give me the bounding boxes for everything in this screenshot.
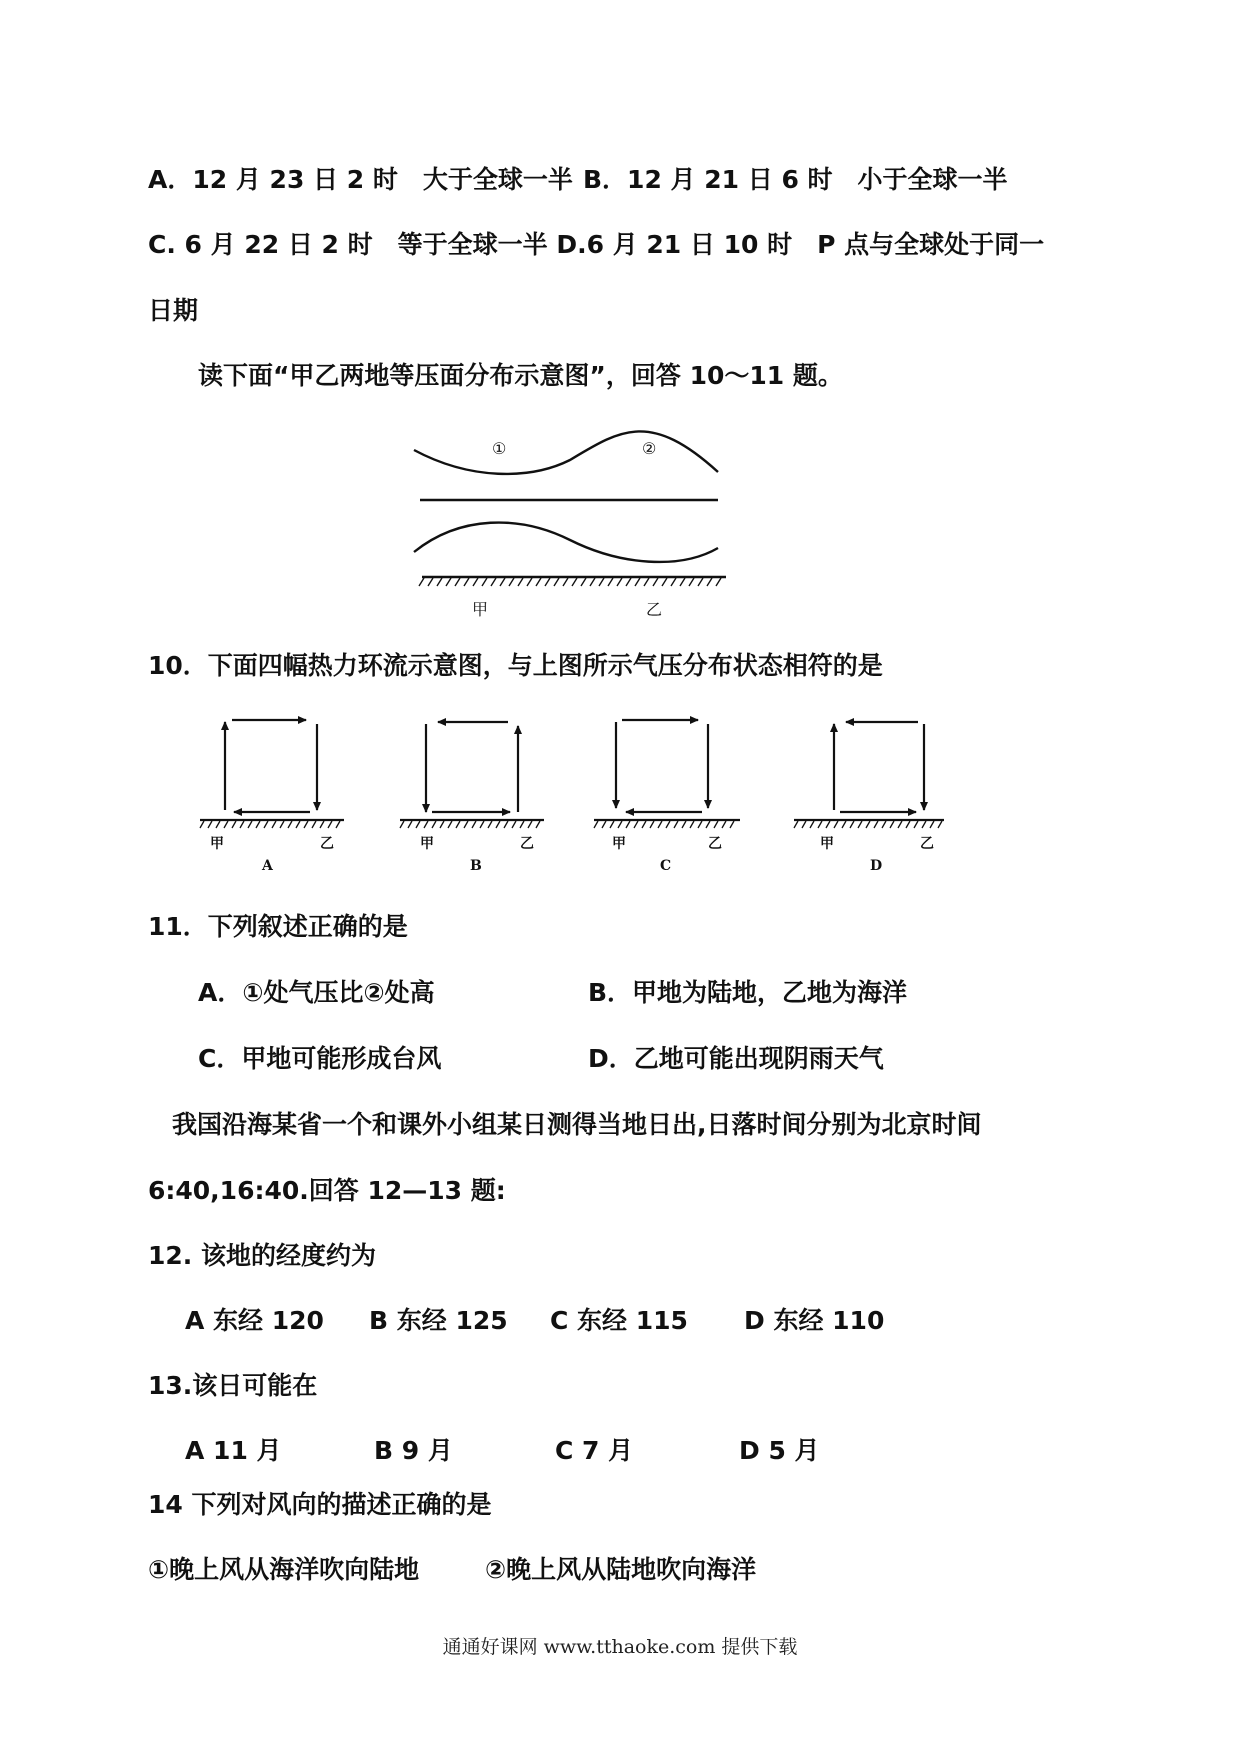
diagram-d-right: 乙: [920, 836, 934, 852]
isobar-figure: [400, 420, 740, 620]
diagram-c-right: 乙: [708, 836, 722, 852]
diagram-a-right: 乙: [320, 836, 334, 852]
diagram-c-left: 甲: [612, 836, 626, 852]
q9-option-a: A．12 月 23 日 2 时 大于全球一半: [148, 165, 573, 194]
q11-option-c: C．甲地可能形成台风: [198, 1044, 442, 1073]
q13-stem: 13.该日可能在: [148, 1371, 318, 1400]
intro-12-13-line1: 我国沿海某省一个和课外小组某日测得当地日出,日落时间分别为北京时间: [172, 1110, 982, 1139]
q12-option-b: B 东经 125: [369, 1306, 508, 1335]
diagram-d: [794, 722, 944, 874]
diagram-b-letter: B: [470, 858, 482, 874]
q13-option-b: B 9 月: [374, 1436, 453, 1465]
q14-option-2: ②晚上风从陆地吹向海洋: [485, 1555, 757, 1584]
intro-12-13-line2: 6:40,16:40.回答 12—13 题:: [148, 1176, 506, 1205]
diagram-c-letter: C: [660, 858, 672, 874]
q13-option-d: D 5 月: [739, 1436, 820, 1465]
lower-isobar: [414, 523, 718, 562]
q10-stem: 10．下面四幅热力环流示意图，与上图所示气压分布状态相符的是: [148, 651, 883, 680]
diagram-d-letter: D: [870, 858, 883, 874]
label-jia: 甲: [472, 600, 489, 619]
q14-option-1: ①晚上风从海洋吹向陆地: [148, 1555, 420, 1584]
diagram-a-letter: A: [262, 858, 273, 874]
q9-options-continued: 日期: [148, 296, 199, 325]
diagram-a-left: 甲: [210, 836, 224, 852]
diagram-b: [400, 722, 544, 874]
q11-option-d: D．乙地可能出现阴雨天气: [588, 1044, 884, 1073]
mark-1: ①: [492, 439, 507, 458]
ground-hatching: [419, 578, 721, 586]
label-yi: 乙: [646, 600, 663, 619]
q11-stem: 11．下列叙述正确的是: [148, 912, 408, 941]
q12-stem: 12. 该地的经度约为: [148, 1241, 376, 1270]
q11-option-b: B．甲地为陆地，乙地为海洋: [588, 978, 908, 1007]
circulation-diagrams: [0, 700, 1240, 880]
q13-option-c: C 7 月: [555, 1436, 634, 1465]
q9-options-c-d: C. 6 月 22 日 2 时 等于全球一半 D.6 月 21 日 10 时 P 点与全球处于同一: [148, 230, 1045, 259]
diagram-b-right: 乙: [520, 836, 534, 852]
q12-option-a: A 东经 120: [185, 1306, 324, 1335]
diagram-d-left: 甲: [820, 836, 834, 852]
q14-stem: 14 下列对风向的描述正确的是: [148, 1490, 492, 1519]
diagram-b-left: 甲: [420, 836, 434, 852]
mark-2: ②: [642, 439, 657, 458]
q9-option-b: B．12 月 21 日 6 时 小于全球一半: [583, 165, 1008, 194]
q13-option-a: A 11 月: [185, 1436, 282, 1465]
page-footer: 通通好课网 www.tthaoke.com 提供下载: [442, 1636, 798, 1658]
upper-isobar: [414, 431, 718, 474]
q11-option-a: A．①处气压比②处高: [198, 978, 435, 1007]
intro-10-11: 读下面“甲乙两地等压面分布示意图”，回答 10～11 题。: [198, 361, 843, 390]
q12-option-c: C 东经 115: [550, 1306, 688, 1335]
diagram-a: [200, 720, 344, 874]
q12-option-d: D 东经 110: [744, 1306, 885, 1335]
diagram-c: [594, 720, 740, 874]
